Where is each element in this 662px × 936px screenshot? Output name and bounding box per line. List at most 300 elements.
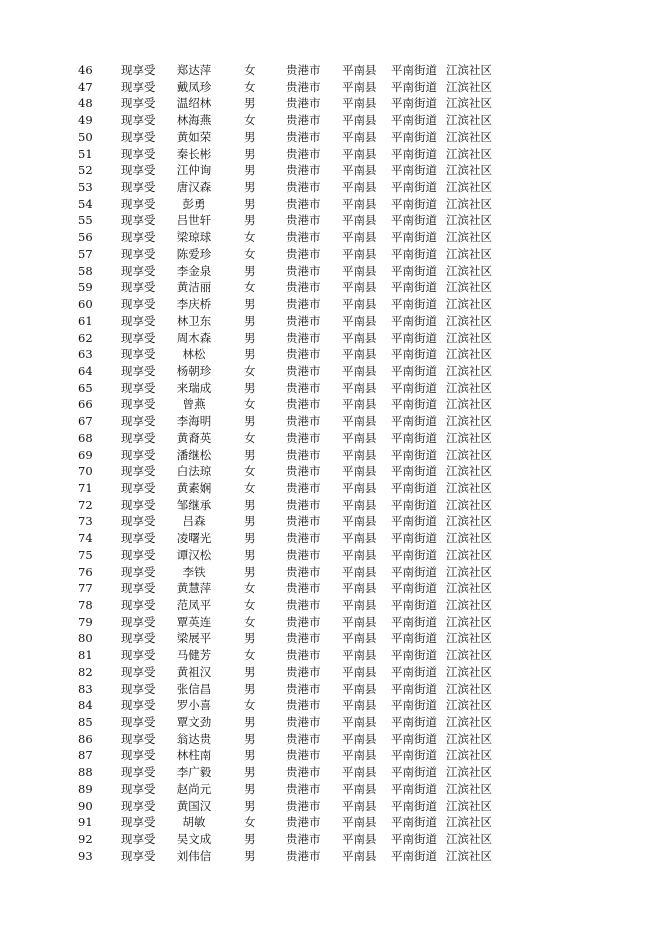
- status-cell: 现享受: [121, 363, 156, 378]
- city-cell: 贵港市: [286, 113, 321, 128]
- community-cell: 江滨社区: [446, 397, 492, 412]
- street-cell: 平南街道: [391, 698, 437, 713]
- county-cell: 平南县: [342, 280, 377, 295]
- county-cell: 平南县: [342, 113, 377, 128]
- county-cell: 平南县: [342, 397, 377, 412]
- status-cell: 现享受: [121, 146, 156, 161]
- city-cell: 贵港市: [286, 347, 321, 362]
- street-cell: 平南街道: [391, 230, 437, 245]
- community-cell: 江滨社区: [446, 614, 492, 629]
- county-cell: 平南县: [342, 414, 377, 429]
- table-row: [0, 146, 662, 163]
- street-cell: 平南街道: [391, 246, 437, 261]
- community-cell: 江滨社区: [446, 129, 492, 144]
- community-cell: 江滨社区: [446, 464, 492, 479]
- gender-cell: 男: [244, 180, 256, 195]
- status-cell: 现享受: [121, 715, 156, 730]
- county-cell: 平南县: [342, 447, 377, 462]
- row-number: 47: [78, 79, 93, 94]
- table-row: [0, 246, 662, 263]
- row-number: 77: [78, 581, 93, 596]
- row-number: 70: [78, 464, 93, 479]
- gender-cell: 男: [244, 146, 256, 161]
- gender-cell: 女: [244, 464, 256, 479]
- gender-cell: 男: [244, 96, 256, 111]
- city-cell: 贵港市: [286, 263, 321, 278]
- county-cell: 平南县: [342, 263, 377, 278]
- name-cell: 谭汉松: [176, 547, 212, 562]
- city-cell: 贵港市: [286, 598, 321, 612]
- gender-cell: 男: [244, 664, 256, 679]
- city-cell: 贵港市: [286, 146, 321, 161]
- status-cell: 现享受: [121, 263, 156, 278]
- community-cell: 江滨社区: [446, 497, 492, 512]
- status-cell: 现享受: [121, 180, 156, 195]
- county-cell: 平南县: [342, 313, 377, 328]
- city-cell: 贵港市: [286, 129, 321, 144]
- gender-cell: 男: [244, 748, 256, 763]
- gender-cell: 男: [244, 715, 256, 730]
- name-cell: 范凤平: [176, 598, 212, 612]
- county-cell: 平南县: [342, 564, 377, 579]
- community-cell: 江滨社区: [446, 564, 492, 579]
- street-cell: 平南街道: [391, 614, 437, 629]
- status-cell: 现享受: [121, 815, 156, 830]
- row-number: 89: [78, 781, 93, 796]
- table-row: [0, 681, 662, 698]
- city-cell: 贵港市: [286, 297, 321, 312]
- county-cell: 平南县: [342, 631, 377, 646]
- street-cell: 平南街道: [391, 781, 437, 796]
- name-cell: 李庆桥: [176, 297, 212, 312]
- county-cell: 平南县: [342, 798, 377, 813]
- community-cell: 江滨社区: [446, 731, 492, 746]
- county-cell: 平南县: [342, 380, 377, 395]
- county-cell: 平南县: [342, 748, 377, 763]
- name-cell: 赵尚元: [176, 781, 212, 796]
- gender-cell: 男: [244, 414, 256, 429]
- gender-cell: 男: [244, 347, 256, 362]
- row-number: 75: [78, 547, 93, 562]
- table-row: [0, 79, 662, 96]
- name-cell: 来瑞成: [176, 380, 212, 395]
- county-cell: 平南县: [342, 196, 377, 211]
- county-cell: 平南县: [342, 497, 377, 512]
- street-cell: 平南街道: [391, 363, 437, 378]
- name-cell: 梁琼球: [176, 230, 212, 245]
- status-cell: 现享受: [121, 464, 156, 479]
- community-cell: 江滨社区: [446, 765, 492, 780]
- county-cell: 平南县: [342, 63, 377, 77]
- gender-cell: 男: [244, 848, 256, 863]
- community-cell: 江滨社区: [446, 313, 492, 328]
- community-cell: 江滨社区: [446, 547, 492, 562]
- status-cell: 现享受: [121, 297, 156, 312]
- street-cell: 平南街道: [391, 163, 437, 178]
- name-cell: 刘伟信: [176, 848, 212, 863]
- table-row: [0, 263, 662, 280]
- city-cell: 贵港市: [286, 765, 321, 780]
- city-cell: 贵港市: [286, 63, 321, 77]
- name-cell: 秦长彬: [176, 146, 212, 161]
- street-cell: 平南街道: [391, 731, 437, 746]
- row-number: 64: [78, 363, 93, 378]
- row-number: 78: [78, 598, 93, 612]
- community-cell: 江滨社区: [446, 531, 492, 546]
- table-row: [0, 497, 662, 514]
- street-cell: 平南街道: [391, 514, 437, 529]
- street-cell: 平南街道: [391, 631, 437, 646]
- gender-cell: 男: [244, 263, 256, 278]
- row-number: 52: [78, 163, 93, 178]
- gender-cell: 女: [244, 280, 256, 295]
- gender-cell: 女: [244, 614, 256, 629]
- community-cell: 江滨社区: [446, 781, 492, 796]
- name-cell: 李铁: [182, 564, 206, 579]
- community-cell: 江滨社区: [446, 180, 492, 195]
- row-number: 81: [78, 648, 93, 663]
- county-cell: 平南县: [342, 430, 377, 445]
- county-cell: 平南县: [342, 79, 377, 94]
- city-cell: 贵港市: [286, 564, 321, 579]
- status-cell: 现享受: [121, 547, 156, 562]
- status-cell: 现享受: [121, 664, 156, 679]
- status-cell: 现享受: [121, 246, 156, 261]
- name-cell: 江仲询: [176, 163, 212, 178]
- row-number: 79: [78, 614, 93, 629]
- status-cell: 现享受: [121, 781, 156, 796]
- community-cell: 江滨社区: [446, 347, 492, 362]
- community-cell: 江滨社区: [446, 848, 492, 863]
- name-cell: 李金泉: [176, 263, 212, 278]
- row-number: 93: [78, 848, 93, 863]
- status-cell: 现享受: [121, 280, 156, 295]
- row-number: 56: [78, 230, 93, 245]
- name-cell: 唐汉森: [176, 180, 212, 195]
- county-cell: 平南县: [342, 464, 377, 479]
- name-cell: 黄如荣: [176, 129, 212, 144]
- county-cell: 平南县: [342, 347, 377, 362]
- gender-cell: 女: [244, 230, 256, 245]
- table-row: [0, 798, 662, 815]
- status-cell: 现享受: [121, 848, 156, 863]
- city-cell: 贵港市: [286, 547, 321, 562]
- row-number: 54: [78, 196, 93, 211]
- status-cell: 现享受: [121, 531, 156, 546]
- gender-cell: 女: [244, 815, 256, 830]
- name-cell: 黄祖汉: [176, 664, 212, 679]
- table-row: [0, 764, 662, 781]
- name-cell: 罗小喜: [176, 698, 212, 713]
- row-number: 92: [78, 832, 93, 847]
- table-row: [0, 162, 662, 179]
- row-number: 85: [78, 715, 93, 730]
- gender-cell: 男: [244, 564, 256, 579]
- table-row: [0, 781, 662, 798]
- row-number: 59: [78, 280, 93, 295]
- row-number: 53: [78, 180, 93, 195]
- city-cell: 贵港市: [286, 664, 321, 679]
- name-cell: 邹继承: [176, 497, 212, 512]
- status-cell: 现享受: [121, 681, 156, 696]
- community-cell: 江滨社区: [446, 715, 492, 730]
- street-cell: 平南街道: [391, 297, 437, 312]
- gender-cell: 男: [244, 297, 256, 312]
- community-cell: 江滨社区: [446, 280, 492, 295]
- row-number: 65: [78, 380, 93, 395]
- street-cell: 平南街道: [391, 414, 437, 429]
- table-row: [0, 313, 662, 330]
- row-number: 62: [78, 330, 93, 345]
- community-cell: 江滨社区: [446, 430, 492, 445]
- row-number: 63: [78, 347, 93, 362]
- table-row: [0, 396, 662, 413]
- county-cell: 平南县: [342, 514, 377, 529]
- gender-cell: 男: [244, 380, 256, 395]
- row-number: 46: [78, 63, 93, 77]
- name-cell: 林卫东: [176, 313, 212, 328]
- gender-cell: 男: [244, 798, 256, 813]
- table-row: [0, 112, 662, 129]
- status-cell: 现享受: [121, 96, 156, 111]
- status-cell: 现享受: [121, 514, 156, 529]
- city-cell: 贵港市: [286, 246, 321, 261]
- county-cell: 平南县: [342, 531, 377, 546]
- status-cell: 现享受: [121, 330, 156, 345]
- row-number: 84: [78, 698, 93, 713]
- county-cell: 平南县: [342, 230, 377, 245]
- city-cell: 贵港市: [286, 514, 321, 529]
- row-number: 73: [78, 514, 93, 529]
- county-cell: 平南县: [342, 648, 377, 663]
- gender-cell: 男: [244, 196, 256, 211]
- status-cell: 现享受: [121, 196, 156, 211]
- city-cell: 贵港市: [286, 196, 321, 211]
- street-cell: 平南街道: [391, 380, 437, 395]
- row-number: 90: [78, 798, 93, 813]
- city-cell: 贵港市: [286, 832, 321, 847]
- name-cell: 吕森: [182, 514, 206, 529]
- community-cell: 江滨社区: [446, 380, 492, 395]
- name-cell: 周木森: [176, 330, 212, 345]
- community-cell: 江滨社区: [446, 79, 492, 94]
- table-row: [0, 380, 662, 397]
- street-cell: 平南街道: [391, 598, 437, 612]
- gender-cell: 女: [244, 63, 256, 77]
- gender-cell: 女: [244, 246, 256, 261]
- city-cell: 贵港市: [286, 330, 321, 345]
- street-cell: 平南街道: [391, 180, 437, 195]
- street-cell: 平南街道: [391, 330, 437, 345]
- gender-cell: 男: [244, 330, 256, 345]
- city-cell: 贵港市: [286, 815, 321, 830]
- name-cell: 胡敏: [182, 815, 206, 830]
- row-number: 87: [78, 748, 93, 763]
- table-row: [0, 614, 662, 631]
- city-cell: 贵港市: [286, 581, 321, 596]
- gender-cell: 男: [244, 781, 256, 796]
- status-cell: 现享受: [121, 798, 156, 813]
- row-number: 48: [78, 96, 93, 111]
- table-row: [0, 547, 662, 564]
- table-row: [0, 714, 662, 731]
- status-cell: 现享受: [121, 648, 156, 663]
- gender-cell: 男: [244, 447, 256, 462]
- status-cell: 现享受: [121, 631, 156, 646]
- document-table: [0, 62, 662, 865]
- status-cell: 现享受: [121, 213, 156, 228]
- table-row: [0, 564, 662, 581]
- community-cell: 江滨社区: [446, 514, 492, 529]
- county-cell: 平南县: [342, 715, 377, 730]
- row-number: 50: [78, 129, 93, 144]
- table-row: [0, 330, 662, 347]
- community-cell: 江滨社区: [446, 815, 492, 830]
- row-number: 88: [78, 765, 93, 780]
- name-cell: 马健芳: [176, 648, 212, 663]
- community-cell: 江滨社区: [446, 631, 492, 646]
- community-cell: 江滨社区: [446, 648, 492, 663]
- row-number: 49: [78, 113, 93, 128]
- community-cell: 江滨社区: [446, 297, 492, 312]
- name-cell: 黄裔英: [176, 430, 212, 445]
- county-cell: 平南县: [342, 781, 377, 796]
- status-cell: 现享受: [121, 480, 156, 495]
- name-cell: 覃文劲: [176, 715, 212, 730]
- county-cell: 平南县: [342, 848, 377, 863]
- table-row: [0, 463, 662, 480]
- city-cell: 贵港市: [286, 414, 321, 429]
- county-cell: 平南县: [342, 614, 377, 629]
- row-number: 74: [78, 531, 93, 546]
- name-cell: 温绍林: [176, 96, 212, 111]
- row-number: 55: [78, 213, 93, 228]
- street-cell: 平南街道: [391, 531, 437, 546]
- community-cell: 江滨社区: [446, 63, 492, 77]
- name-cell: 彭勇: [182, 196, 206, 211]
- community-cell: 江滨社区: [446, 263, 492, 278]
- community-cell: 江滨社区: [446, 146, 492, 161]
- table-row: [0, 747, 662, 764]
- city-cell: 贵港市: [286, 681, 321, 696]
- street-cell: 平南街道: [391, 313, 437, 328]
- row-number: 58: [78, 263, 93, 278]
- street-cell: 平南街道: [391, 497, 437, 512]
- status-cell: 现享受: [121, 748, 156, 763]
- gender-cell: 男: [244, 497, 256, 512]
- row-number: 60: [78, 297, 93, 312]
- table-row: [0, 848, 662, 865]
- gender-cell: 男: [244, 547, 256, 562]
- community-cell: 江滨社区: [446, 581, 492, 596]
- community-cell: 江滨社区: [446, 832, 492, 847]
- city-cell: 贵港市: [286, 313, 321, 328]
- table-row: [0, 363, 662, 380]
- status-cell: 现享受: [121, 832, 156, 847]
- name-cell: 郑达萍: [176, 63, 212, 77]
- row-number: 83: [78, 681, 93, 696]
- community-cell: 江滨社区: [446, 230, 492, 245]
- status-cell: 现享受: [121, 581, 156, 596]
- city-cell: 贵港市: [286, 648, 321, 663]
- gender-cell: 女: [244, 363, 256, 378]
- name-cell: 黄素娴: [176, 480, 212, 495]
- street-cell: 平南街道: [391, 347, 437, 362]
- county-cell: 平南县: [342, 815, 377, 830]
- row-number: 61: [78, 313, 93, 328]
- table-row: [0, 346, 662, 363]
- name-cell: 翁达贵: [176, 731, 212, 746]
- street-cell: 平南街道: [391, 129, 437, 144]
- city-cell: 贵港市: [286, 230, 321, 245]
- status-cell: 现享受: [121, 614, 156, 629]
- name-cell: 吕世轩: [176, 213, 212, 228]
- name-cell: 白法琼: [176, 464, 212, 479]
- city-cell: 贵港市: [286, 748, 321, 763]
- city-cell: 贵港市: [286, 731, 321, 746]
- gender-cell: 男: [244, 163, 256, 178]
- table-row: [0, 697, 662, 714]
- row-number: 68: [78, 430, 93, 445]
- city-cell: 贵港市: [286, 848, 321, 863]
- community-cell: 江滨社区: [446, 96, 492, 111]
- status-cell: 现享受: [121, 113, 156, 128]
- table-row: [0, 279, 662, 296]
- street-cell: 平南街道: [391, 464, 437, 479]
- county-cell: 平南县: [342, 246, 377, 261]
- name-cell: 覃英连: [176, 614, 212, 629]
- status-cell: 现享受: [121, 731, 156, 746]
- table-row: [0, 630, 662, 647]
- city-cell: 贵港市: [286, 180, 321, 195]
- city-cell: 贵港市: [286, 96, 321, 111]
- county-cell: 平南县: [342, 832, 377, 847]
- row-number: 82: [78, 664, 93, 679]
- street-cell: 平南街道: [391, 581, 437, 596]
- street-cell: 平南街道: [391, 480, 437, 495]
- table-row: [0, 447, 662, 464]
- county-cell: 平南县: [342, 765, 377, 780]
- street-cell: 平南街道: [391, 664, 437, 679]
- street-cell: 平南街道: [391, 447, 437, 462]
- gender-cell: 男: [244, 514, 256, 529]
- community-cell: 江滨社区: [446, 196, 492, 211]
- gender-cell: 男: [244, 129, 256, 144]
- city-cell: 贵港市: [286, 280, 321, 295]
- county-cell: 平南县: [342, 581, 377, 596]
- street-cell: 平南街道: [391, 832, 437, 847]
- gender-cell: 男: [244, 531, 256, 546]
- county-cell: 平南县: [342, 213, 377, 228]
- county-cell: 平南县: [342, 598, 377, 612]
- community-cell: 江滨社区: [446, 447, 492, 462]
- city-cell: 贵港市: [286, 715, 321, 730]
- row-number: 80: [78, 631, 93, 646]
- city-cell: 贵港市: [286, 397, 321, 412]
- status-cell: 现享受: [121, 414, 156, 429]
- table-row: [0, 413, 662, 430]
- city-cell: 贵港市: [286, 781, 321, 796]
- street-cell: 平南街道: [391, 715, 437, 730]
- table-row: [0, 95, 662, 112]
- gender-cell: 女: [244, 397, 256, 412]
- row-number: 51: [78, 146, 93, 161]
- gender-cell: 男: [244, 832, 256, 847]
- gender-cell: 男: [244, 681, 256, 696]
- table-row: [0, 229, 662, 246]
- county-cell: 平南县: [342, 163, 377, 178]
- name-cell: 李海明: [176, 414, 212, 429]
